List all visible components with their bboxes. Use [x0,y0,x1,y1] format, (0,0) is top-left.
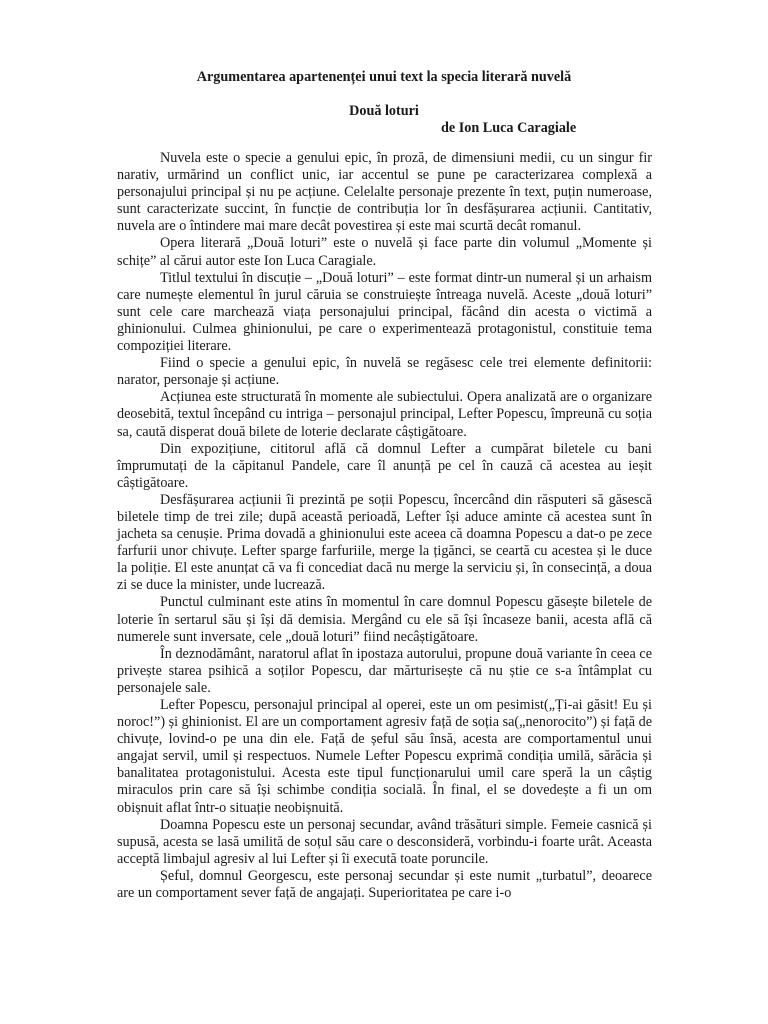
paragraph: Desfășurarea acțiunii îi prezintă pe soții Popescu, încercând din răsputeri să găsescă biletele timp de trei zile; după această perioadă, Lefter își aduce aminte că acestea sunt în jacheta sa cenușie. Prima dovadă a ghinionului este aceea că doamna Popescu a dat-o pe zece farfurii unor chivuțe. Lefter sparge farfuriile, merge la țigănci, se ceartă cu acestea și le duce la poliție. El este anunțat că va fi concediat dacă nu merge la serviciu și, în consecință, a doua zi se duce la minister, unde lucrează. [117,491,652,594]
author-line: de Ion Luca Caragiale [441,120,577,136]
work-title: Două loturi [349,103,419,119]
body-text [117,150,652,902]
paragraph: Nuvela este o specie a genului epic, în proză, de dimensiuni medii, cu un singur fir narativ, urmărind un conflict unic, iar accentul se pune pe caracterizarea complexă a personajului principal și nu pe acțiune. Celelalte personaje prezente în text, puțin numeroase, sunt caracterizate succint, în funcție de contribuția lor în desfășurarea acțiunii. Cantitativ, nuvela are o întindere mai mare decât povestirea și este mai scurtă decât romanul. [117,150,652,235]
paragraph: Din expozițiune, cititorul află că domnul Lefter a cumpărat biletele cu bani împrumutați de la căpitanul Pandele, care îl anunță pe cel în cauză că acestea au ieșit câștigătoare. [117,440,652,491]
paragraph: În deznodământ, naratorul aflat în ipostaza autorului, propune două variante în ceea ce privește starea psihică a soților Popescu, dar mărturisește că nu știe ce s-a întâmplat cu personajele sale. [117,645,652,696]
paragraph: Opera literară „Două loturi” este o nuvelă și face parte din volumul „Momente și schițe” al cărui autor este Ion Luca Caragiale. [117,235,652,269]
paragraph: Acțiunea este structurată în momente ale subiectului. Opera analizată are o organizare deosebită, textul începând cu intriga – personajul principal, Lefter Popescu, împreună cu soția sa, caută disperat două bilete de loterie declarate câștigătoare. [117,389,652,440]
paragraph: Titlul textului în discuție – „Două loturi” – este format dintr-un numeral și un arhaism care numește elementul în jurul căruia se construiește întreaga nuvelă. Aceste „două loturi” sunt cele care marchează viața personajului principal, făcând din acesta o victimă a ghinionului. Culmea ghinionului, pe care o experimentează protagonistul, constituie tema compoziției literare. [117,269,652,355]
document-title: Argumentarea apartenenței unui text la specia literară nuvelă [196,69,572,85]
paragraph: Lefter Popescu, personajul principal al operei, este un om pesimist(„Ți-ai găsit! Eu și noroc!”) și ghinionist. El are un comportament agresiv față de soția sa(„nenorocito”) și față de chivuțe, lovind-o pe una din ele. Față de șeful său însă, acesta are comportamentul unui angajat servil, umil și respectuos. Numele Lefter Popescu exprimă condiția umilă, sărăcia și banalitatea protagonistului. Acesta este tipul funcționarului umil care speră la un câștig miraculos prin care să își schimbe condiția socială. În final, el se dovedește a fi un om obișnuit aflat într-o situație neobișnuită. [117,697,652,816]
paragraph: Punctul culminant este atins în momentul în care domnul Popescu găsește biletele de loterie în sertarul său și își dă demisia. Mergând cu ele să își încaseze banii, acesta află că numerele sunt inversate, cele „două loturi” fiind necâștigătoare. [117,594,652,645]
paragraph: Fiind o specie a genului epic, în nuvelă se regăsesc cele trei elemente definitorii: narator, personaje și acțiune. [117,355,652,389]
paragraph: Doamna Popescu este un personaj secundar, având trăsături simple. Femeie casnică și supusă, acesta se lasă umilită de soțul său care o desconsideră, vorbindu-i foarte urât. Aceasta acceptă limbajul agresiv al lui Lefter și îi execută toate poruncile. [117,816,652,867]
paragraph: Șeful, domnul Georgescu, este personaj secundar și este numit „turbatul”, deoarece are un comportament sever față de angajați. Superioritatea pe care i-o [117,867,652,902]
